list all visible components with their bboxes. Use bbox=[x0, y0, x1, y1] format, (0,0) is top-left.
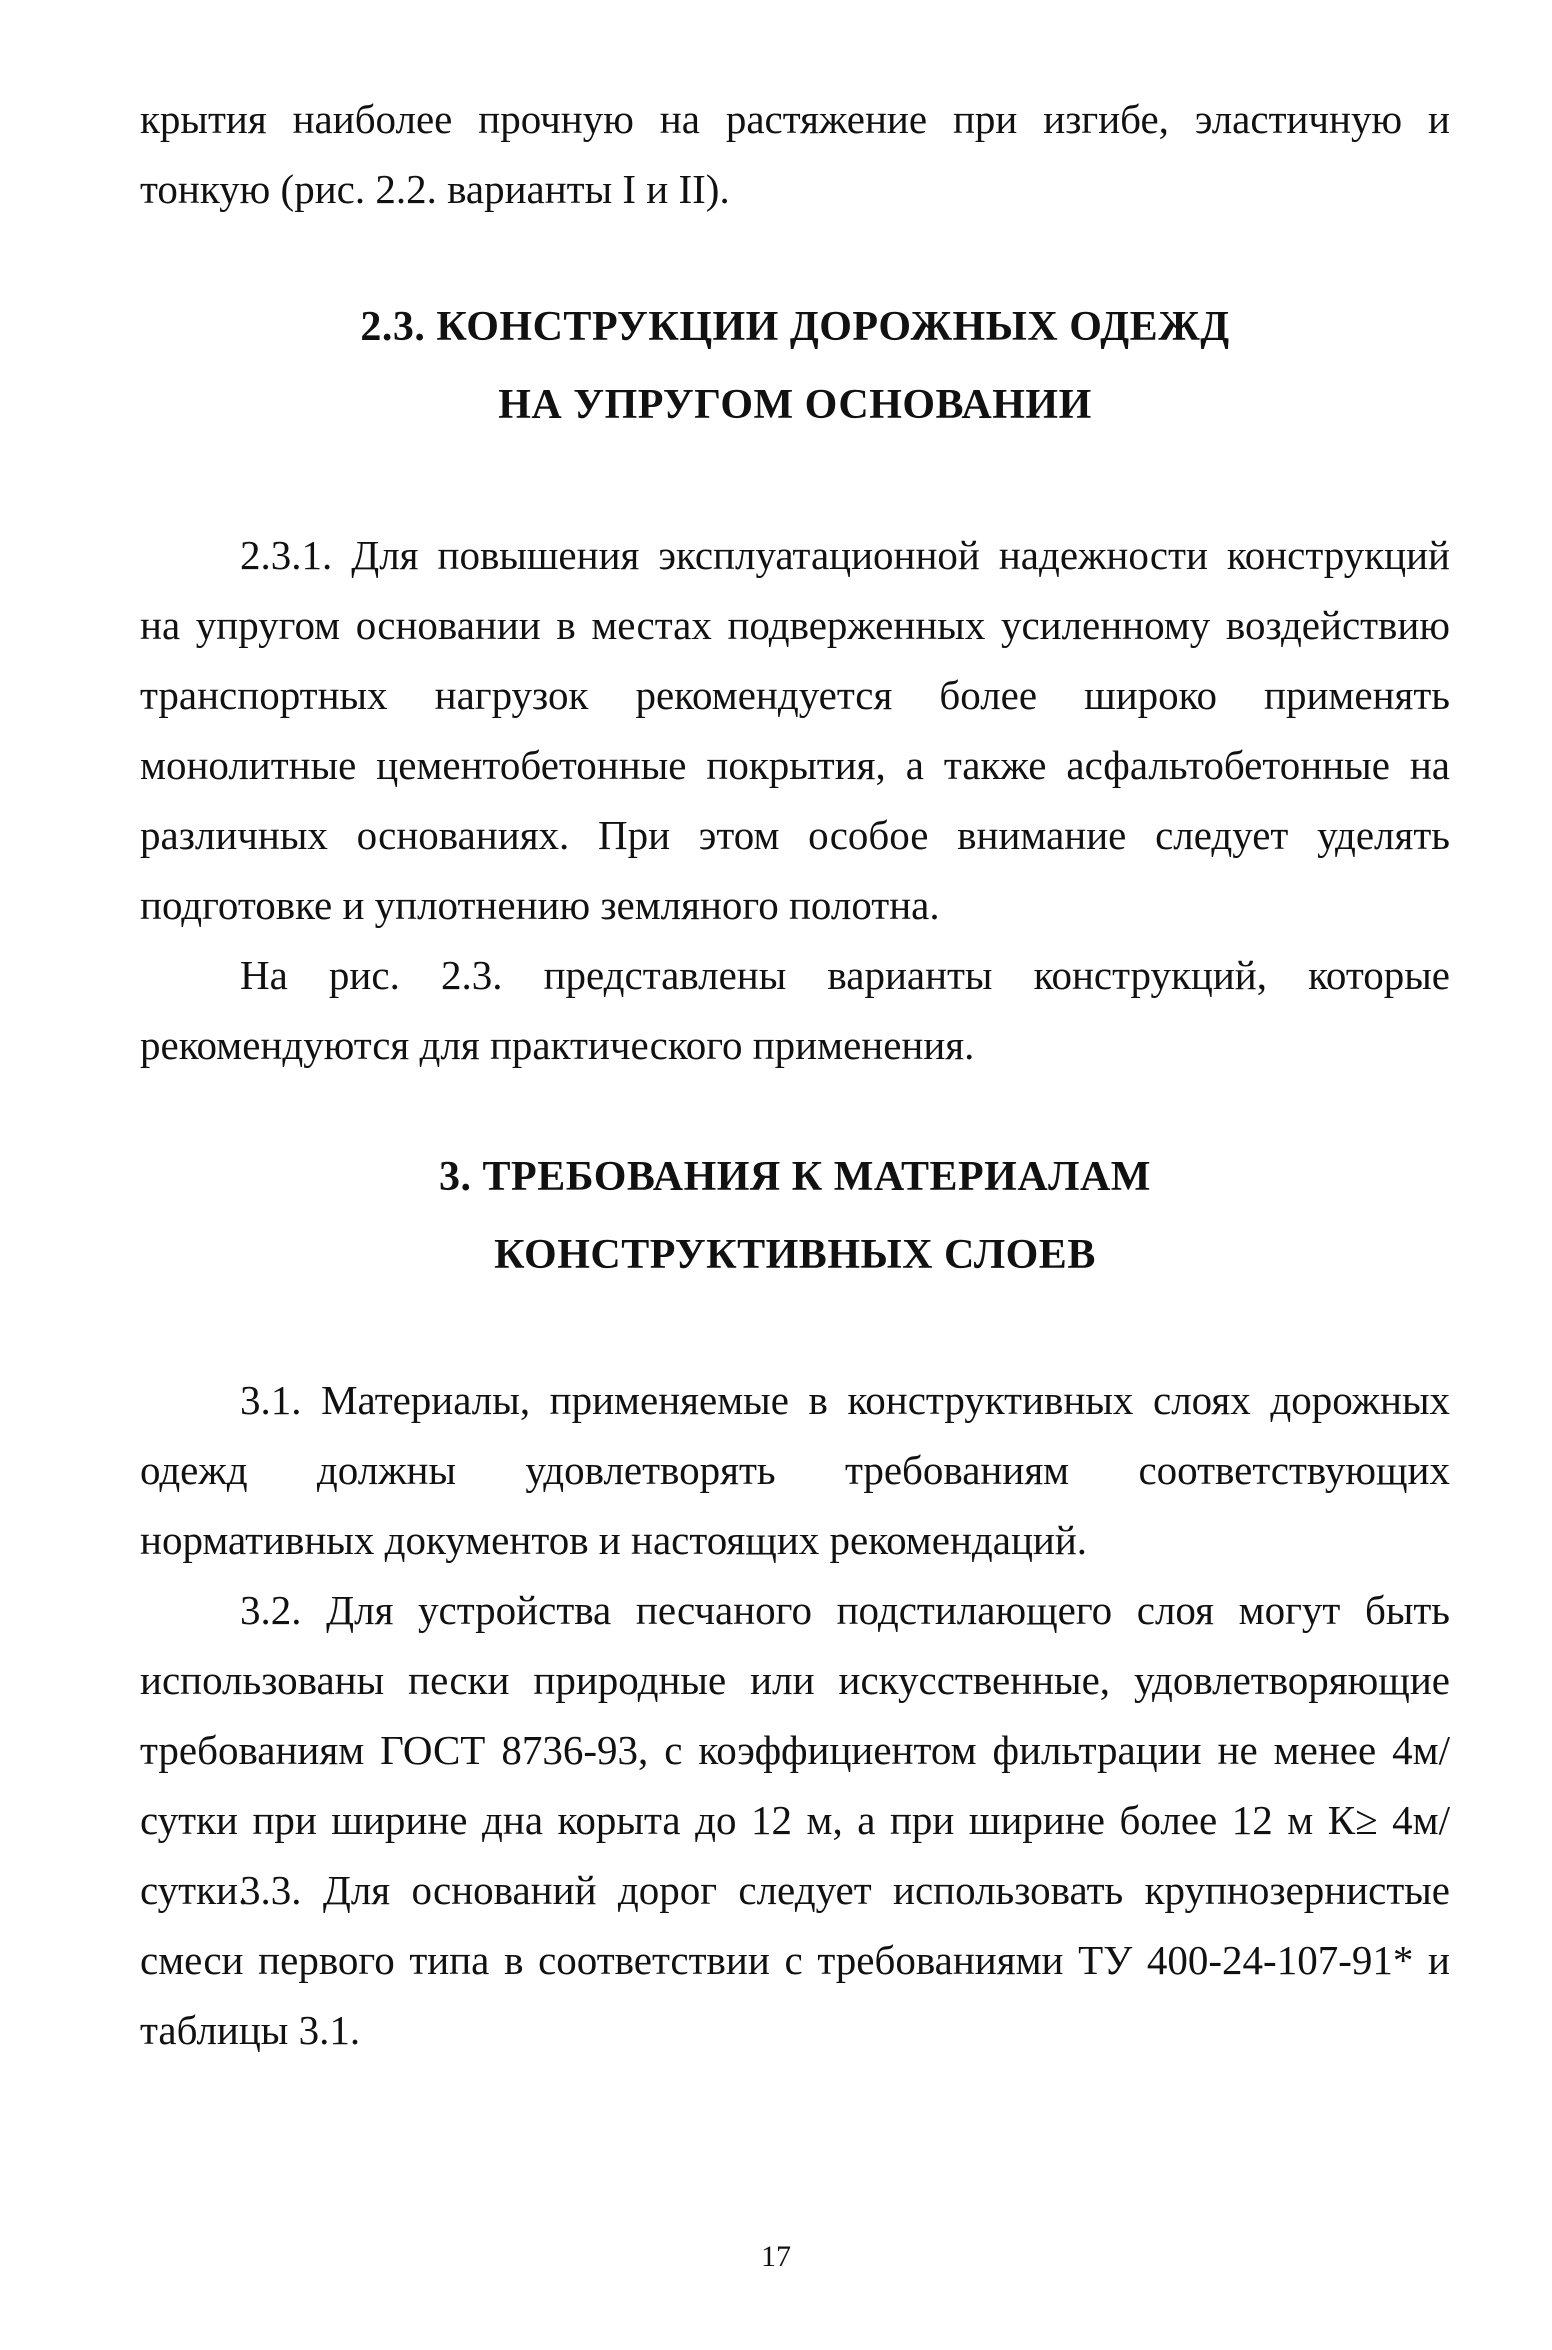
paragraph-3-3: 3.3. Для оснований дорог следует использовать крупнозернистые смеси первого типа в соответствии с требованиями ТУ 400-24-107-91* и таблицы 3.1. bbox=[140, 1867, 1450, 2053]
paragraph-3-1: 3.1. Материалы, применяемые в конструктивных слоях дорожных одежд должны удовлетворять требованиям соответствующих нормативных документов и настоящих рекомендаций. bbox=[140, 1377, 1450, 1563]
section-3-title-line2: КОНСТРУКТИВНЫХ СЛОЕВ bbox=[494, 1232, 1096, 1278]
section-2-3-title-line2: НА УПРУГОМ ОСНОВАНИИ bbox=[498, 382, 1092, 428]
intro-paragraph: крытия наиболее прочную на растяжение при изгибе, эластичную и тонкую (рис. 2.2. варианты I и II). bbox=[140, 96, 1450, 212]
section-2-3-heading bbox=[140, 288, 1450, 444]
paragraph-2-3-1: 2.3.1. Для повышения эксплуатационной надежности конструкций на упругом основании в местах подверженных усиленному воздействию транспортных нагрузок рекомендуется более широко применять монолитные цементобетонные покрытия, а также асфальтобетонные на различных основаниях. При этом особое внимание следует уделять подготовке и уплотнению земляного полотна. bbox=[140, 532, 1450, 928]
section-3-heading bbox=[140, 1138, 1450, 1294]
section-2-3-title-line1: 2.3. КОНСТРУКЦИИ ДОРОЖНЫХ ОДЕЖД bbox=[360, 304, 1230, 350]
section-3-title-line1: 3. ТРЕБОВАНИЯ К МАТЕРИАЛАМ bbox=[439, 1154, 1151, 1200]
page-number: 17 bbox=[761, 2240, 791, 2273]
paragraph-figure-reference: На рис. 2.3. представлены варианты конструкций, которые рекомендуются для практического применения. bbox=[140, 952, 1450, 1068]
paragraph-3-2: 3.2. Для устройства песчаного подстилающего слоя могут быть использованы пески природные или искусственные, удовлетворяющие требованиям ГОСТ 8736-93, с коэффициентом фильтрации не менее 4м/сутки при ширине дна корыта до 12 м, а при ширине более 12 м К≥ 4м/сутки. bbox=[140, 1587, 1450, 1913]
